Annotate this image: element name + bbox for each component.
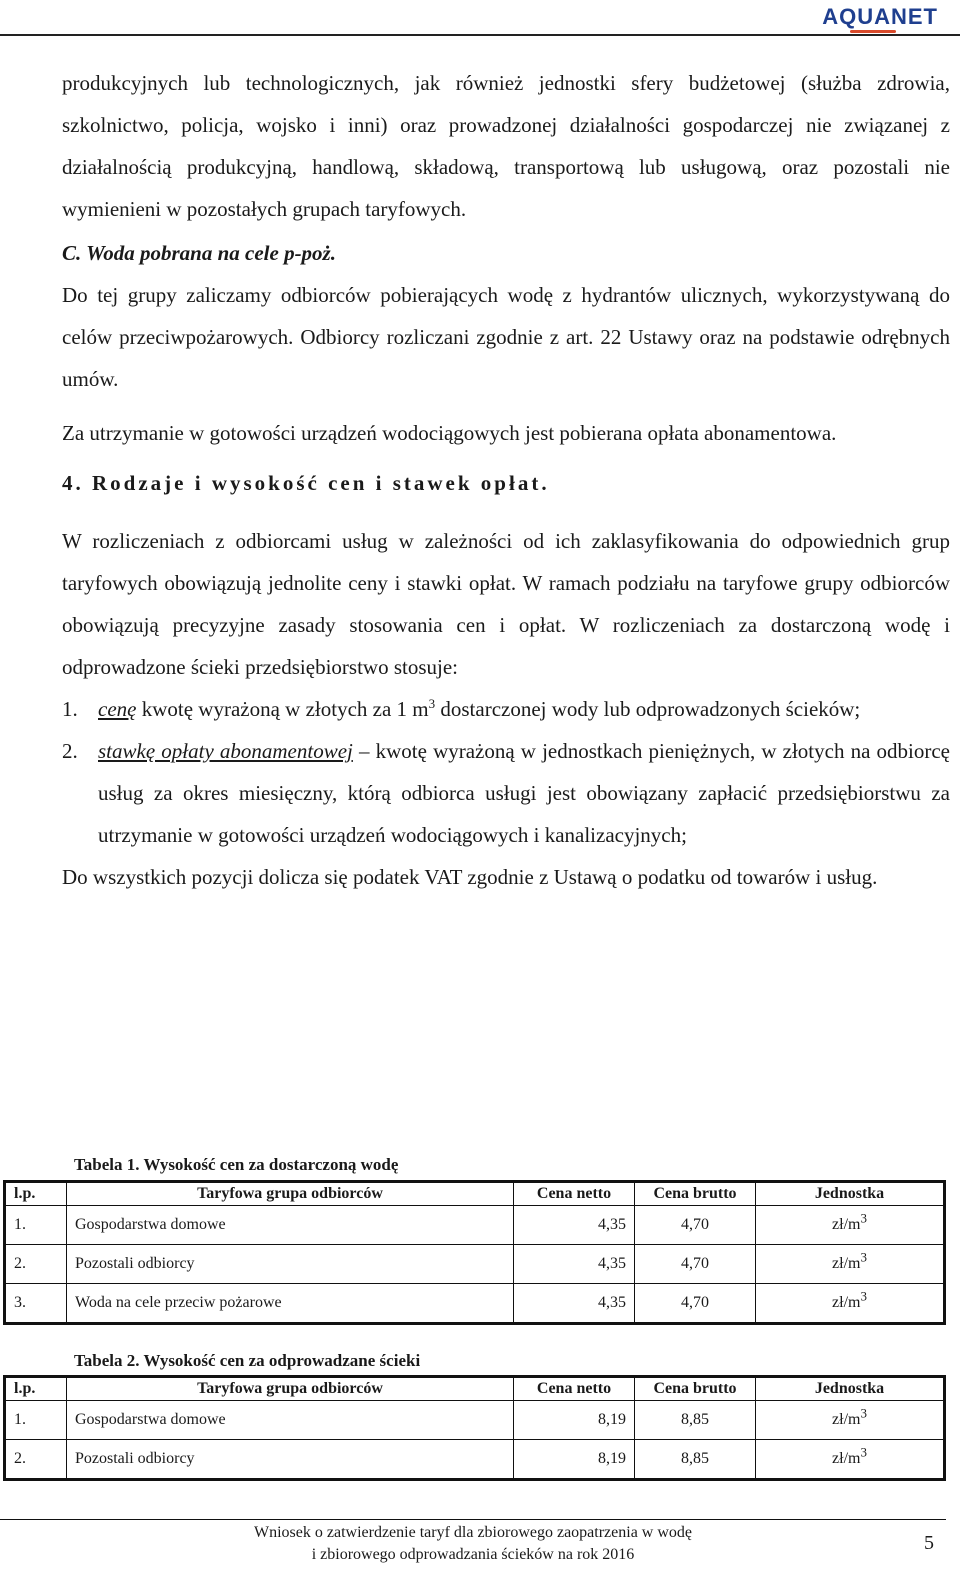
footer-line-1: Wniosek o zatwierdzenie taryf dla zbiorowego zaopatrzenia w wodę — [253, 1524, 693, 1541]
table-sewage-prices — [3, 1375, 946, 1481]
table2-caption: Tabela 2. Wysokość cen za odprowadzane ścieki — [74, 1351, 421, 1370]
term-price: cenę — [98, 697, 137, 721]
list-item: 2. stawkę opłaty abonamentowej – kwotę wyrażoną w jednostkach pieniężnych, w złotych na odbiorcę usług za okres miesięczny, którą odbiorca usługi jest obowiązany zapłacić przedsiębiorstwu za utrzymanie w gotowości urządzeń wodociągowych i kanalizacyjnych; — [62, 739, 950, 847]
footer-line-2: i zbiorowego odprowadzania ścieków na rok 2016 — [311, 1546, 635, 1563]
page-number: 5 — [924, 1532, 934, 1554]
list-item: 1. cenę kwotę wyrażoną w złotych za 1 $m^3$ dostarczonej wody lub odprowadzonych ścieków; — [62, 696, 861, 721]
table-header-row: l.p. Taryfowa grupa odbiorców Cena netto Cena brutto Jednostka — [5, 1182, 945, 1206]
section-heading-4: 4. Rodzaje i wysokość cen i stawek opłat. — [62, 471, 550, 495]
table-row: 3. Woda na cele przeciw pożarowe 4,35 4,70 $zł/m^3$ — [5, 1284, 945, 1324]
paragraph-groups-continuation: produkcyjnych lub technologicznych, jak również jednostki sfery budżetowej (służba zdrowia, szkolnictwo, policja, wojsko i inni) oraz prowadzonej działalności gospodarczej nie związanej z działalnością produkcyjną, handlową, składową, transportową lub usługową, oraz pozostali nie wymienieni w pozostałych grupach taryfowych. — [62, 71, 950, 221]
logo-text: AQUANET — [822, 4, 938, 29]
paragraph-hydrants: Do tej grupy zaliczamy odbiorców pobierających wodę z hydrantów ulicznych, wykorzystywaną do celów przeciwpożarowych. Odbiorcy rozliczani zgodnie z art. 22 Ustawy oraz na podstawie odrębnych umów. — [62, 283, 950, 391]
table-row: 2. Pozostali odbiorcy 4,35 4,70 $zł/m^3$ — [5, 1245, 945, 1284]
footer-text — [0, 1522, 946, 1566]
document-body — [62, 62, 950, 898]
paragraph-subscription: Za utrzymanie w gotowości urządzeń wodociągowych jest pobierana opłata abonamentowa. — [62, 421, 837, 445]
subheading-c: C. Woda pobrana na cele p-poż. — [62, 241, 336, 265]
paragraph-settlements: W rozliczeniach z odbiorcami usług w zależności od ich zaklasyfikowania do odpowiednich grup taryfowych obowiązują jednolite ceny i stawki opłat. W ramach podziału na taryfowe grupy odbiorców obowiązują precyzyjne zasady stosowania cen i opłat. W rozliczeniach za dostarczoną wodę i odprowadzone ścieki przedsiębiorstwo stosuje: — [62, 529, 950, 679]
table-row: 1. Gospodarstwa domowe 8,19 8,85 $zł/m^3$ — [5, 1401, 945, 1440]
table1-caption: Tabela 1. Wysokość cen za dostarczoną wodę — [74, 1155, 399, 1174]
logo-swoosh — [850, 30, 896, 33]
paragraph-vat: Do wszystkich pozycji dolicza się podatek VAT zgodnie z Ustawą o podatku od towarów i usług. — [62, 865, 878, 889]
table-row: 2. Pozostali odbiorcy 8,19 8,85 $zł/m^3$ — [5, 1440, 945, 1480]
table-row: 1. Gospodarstwa domowe 4,35 4,70 $zł/m^3$ — [5, 1206, 945, 1245]
table-water-prices — [3, 1180, 946, 1325]
term-subscription-fee: stawkę opłaty abonamentowej — [98, 739, 353, 763]
aquanet-logo — [822, 4, 938, 33]
header-rule — [0, 34, 960, 36]
table-header-row: l.p. Taryfowa grupa odbiorców Cena netto Cena brutto Jednostka — [5, 1377, 945, 1401]
footer-rule — [0, 1519, 946, 1520]
